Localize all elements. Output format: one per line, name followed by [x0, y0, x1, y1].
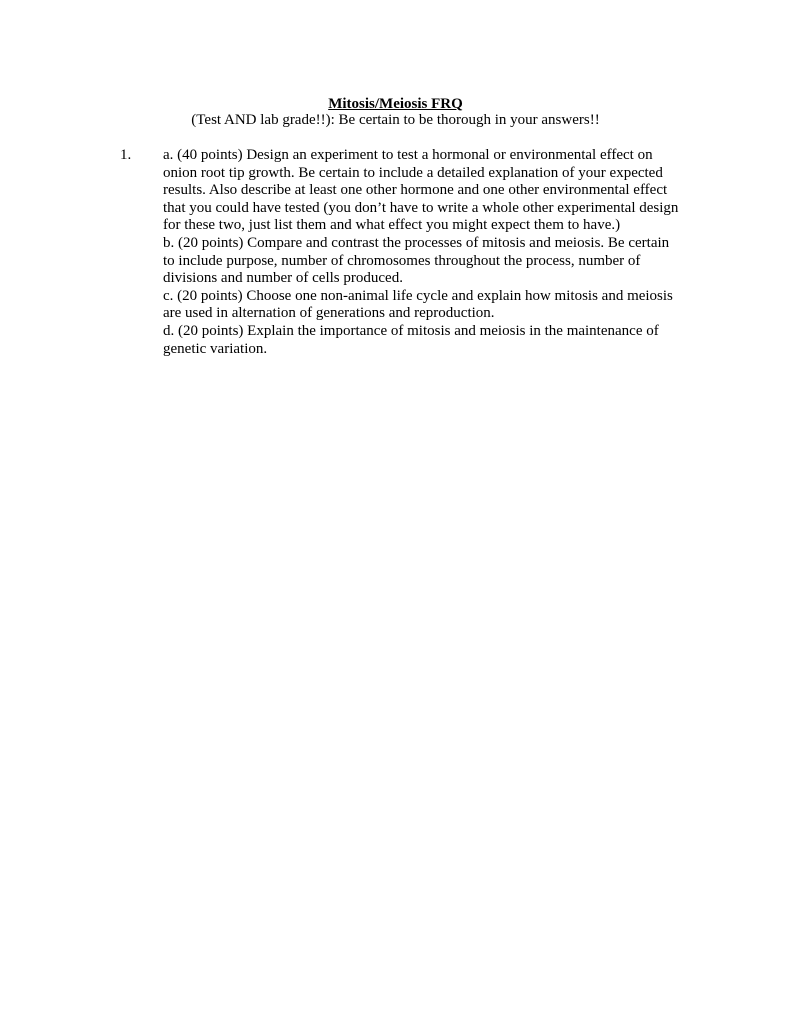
question-part-b: b. (20 points) Compare and contrast the processes of mitosis and meiosis. Be certain to include purpose, number of chromosomes throughout the process, number of divisions and number of cells produced.: [163, 234, 670, 287]
question-number: 1.: [120, 147, 132, 163]
question-part-d: d. (20 points) Explain the importance of mitosis and meiosis in the maintenance of genetic variation.: [163, 322, 659, 357]
question-part-c: c. (20 points) Choose one non-animal life cycle and explain how mitosis and meiosis are used in alternation of generations and reproduction.: [163, 287, 673, 322]
document-title: Mitosis/Meiosis FRQ: [328, 96, 463, 112]
document-subtitle: (Test AND lab grade!!): Be certain to be thorough in your answers!!: [191, 112, 600, 128]
question-parts: [163, 147, 683, 358]
question-part-a: a. (40 points) Design an experiment to test a hormonal or environmental effect on onion root tip growth. Be certain to include a detailed explanation of your expected results. Also describe at least one other hormone and one other environmental effect that you could have tested (you don’t have to write a whole other experimental design for these two, just list them and what effect you might expect them to have.): [163, 147, 679, 234]
